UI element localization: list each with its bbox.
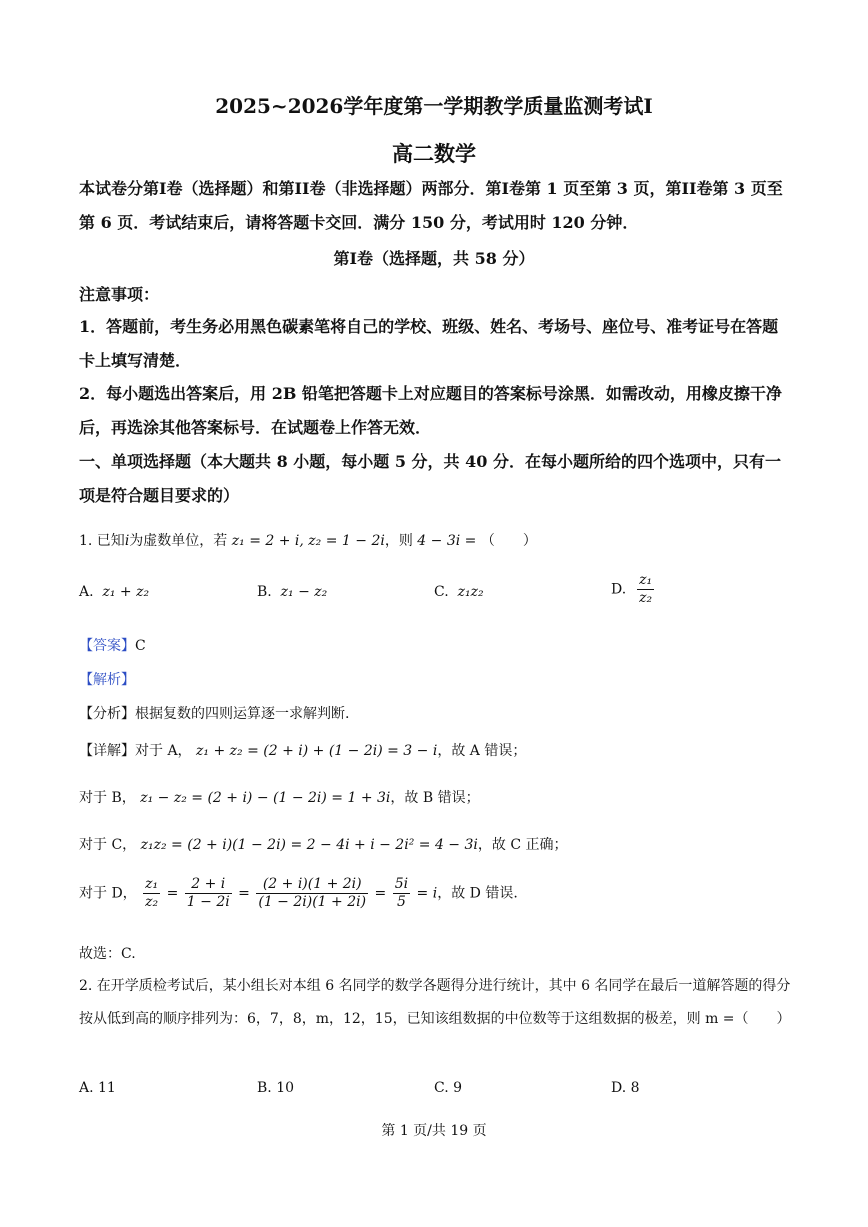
answer-value: C xyxy=(135,638,146,654)
q1-target: 4 − 3i = xyxy=(417,533,477,549)
section-heading: 一、单项选择题（本大题共 8 小题，每小题 5 分，共 40 分．在每小题所给的四个选项中，只有一项是符合题目要求的） xyxy=(79,452,781,505)
imaginary-unit: i xyxy=(124,533,130,549)
detail-a: 【详解】对于 A， z₁ + z₂ = (2 + i) + (1 − 2i) = 3 − i，故 A 错误； xyxy=(79,743,527,759)
volume-title: 第I卷（选择题，共 58 分） xyxy=(333,249,535,268)
q1-option-c: C. z₁z₂ xyxy=(434,584,484,600)
fenxi-tag: 【分析】 xyxy=(79,706,135,722)
detail-c: 对于 C， z₁z₂ = (2 + i)(1 − 2i) = 2 − 4i + i − 2i² = 4 − 3i，故 C 正确； xyxy=(79,837,568,853)
notice-item-2: 2．每小题选出答案后，用 2B 铅笔把答题卡上对应题目的答案标号涂黑．如需改动，用橡皮擦干净后，再选涂其他答案标号．在试题卷上作答无效． xyxy=(79,384,782,437)
q1-option-d: D. $\frac{\text{z₁}}{\text{z₂}}$ xyxy=(611,572,653,606)
option-d-fraction: $\frac{\text{z₁}}{\text{z₂}}$ xyxy=(639,572,653,606)
fraction: $\frac{5i}{5}$ xyxy=(394,876,409,910)
q1-option-b: B. z₁ − z₂ xyxy=(257,584,328,600)
question-1-stem: 1. 已知i为虚数单位，若 z₁ = 2 + i, z₂ = 1 − 2i，则 4 − 3i = （ ） xyxy=(79,533,537,549)
intro-description: 本试卷分第I卷（选择题）和第II卷（非选择题）两部分．第I卷第 1 页至第 3 页，第II卷第 3 页至第 6 页．考试结束后，请将答题卡交回．满分 150 分，考试用时 120 分钟． xyxy=(79,179,783,232)
analysis-tag: 【解析】 xyxy=(79,672,135,688)
page-footer: 第 1 页/共 19 页 xyxy=(381,1123,487,1139)
conclusion: 故选：C. xyxy=(79,946,136,962)
q2-option-c: C. 9 xyxy=(434,1080,463,1096)
xiangjie-tag: 【详解】 xyxy=(79,743,135,759)
fraction: $\frac{(2 + i)(1 + 2i)}{(1 - 2i)(1 + 2i)}$ xyxy=(258,876,367,910)
fraction: $\frac{2 + i}{1 - 2i}$ xyxy=(186,876,230,910)
q2-option-b: B. 10 xyxy=(257,1080,295,1096)
analysis-line xyxy=(79,669,135,689)
detail-d: 对于 D， $\frac{\text{z₁}}{\text{z₂}}$ = $\frac{2 + i}{1 - 2i}$ = $\frac{(2 + i)(1 + 2i)}{(1 - 2i)(1 + 2i)}$ = $\frac{5i}{5}$ = i，故 D 错误. xyxy=(79,876,518,910)
fenxi-line xyxy=(79,703,349,723)
q2-option-a: A. 11 xyxy=(79,1080,116,1096)
fraction: $\frac{\text{z₁}}{\text{z₂}}$ xyxy=(145,876,159,910)
q1-option-a: A. z₁ + z₂ xyxy=(79,584,150,600)
fenxi-text: 根据复数的四则运算逐一求解判断. xyxy=(135,706,350,722)
q2-option-d: D. 8 xyxy=(611,1080,640,1096)
notice-title: 注意事项： xyxy=(79,285,160,304)
answer-tag: 【答案】 xyxy=(79,638,135,654)
detail-b: 对于 B， z₁ − z₂ = (2 + i) − (1 − 2i) = 1 + 3i，故 B 错误； xyxy=(79,790,480,806)
question-2-stem: 2. 在开学质检考试后，某小组长对本组 6 名同学的数学各题得分进行统计，其中 6 名同学在最后一道解答题的得分按从低到高的顺序排列为：6，7，8，m，12，15，已知该组数据的中位数等于这组数据的极差，则 m =（ ） xyxy=(79,978,791,1027)
exam-title: 2025~2026学年度第一学期教学质量监测考试I xyxy=(215,94,653,118)
q1-condition: z₁ = 2 + i, z₂ = 1 − 2i xyxy=(231,533,385,549)
subject-title: 高二数学 xyxy=(392,141,476,166)
answer-blank: （ ） xyxy=(480,533,537,549)
answer-line xyxy=(79,635,146,655)
notice-item-1: 1．答题前，考生务必用黑色碳素笔将自己的学校、班级、姓名、考场号、座位号、准考证号在答题卡上填写清楚． xyxy=(79,317,779,370)
